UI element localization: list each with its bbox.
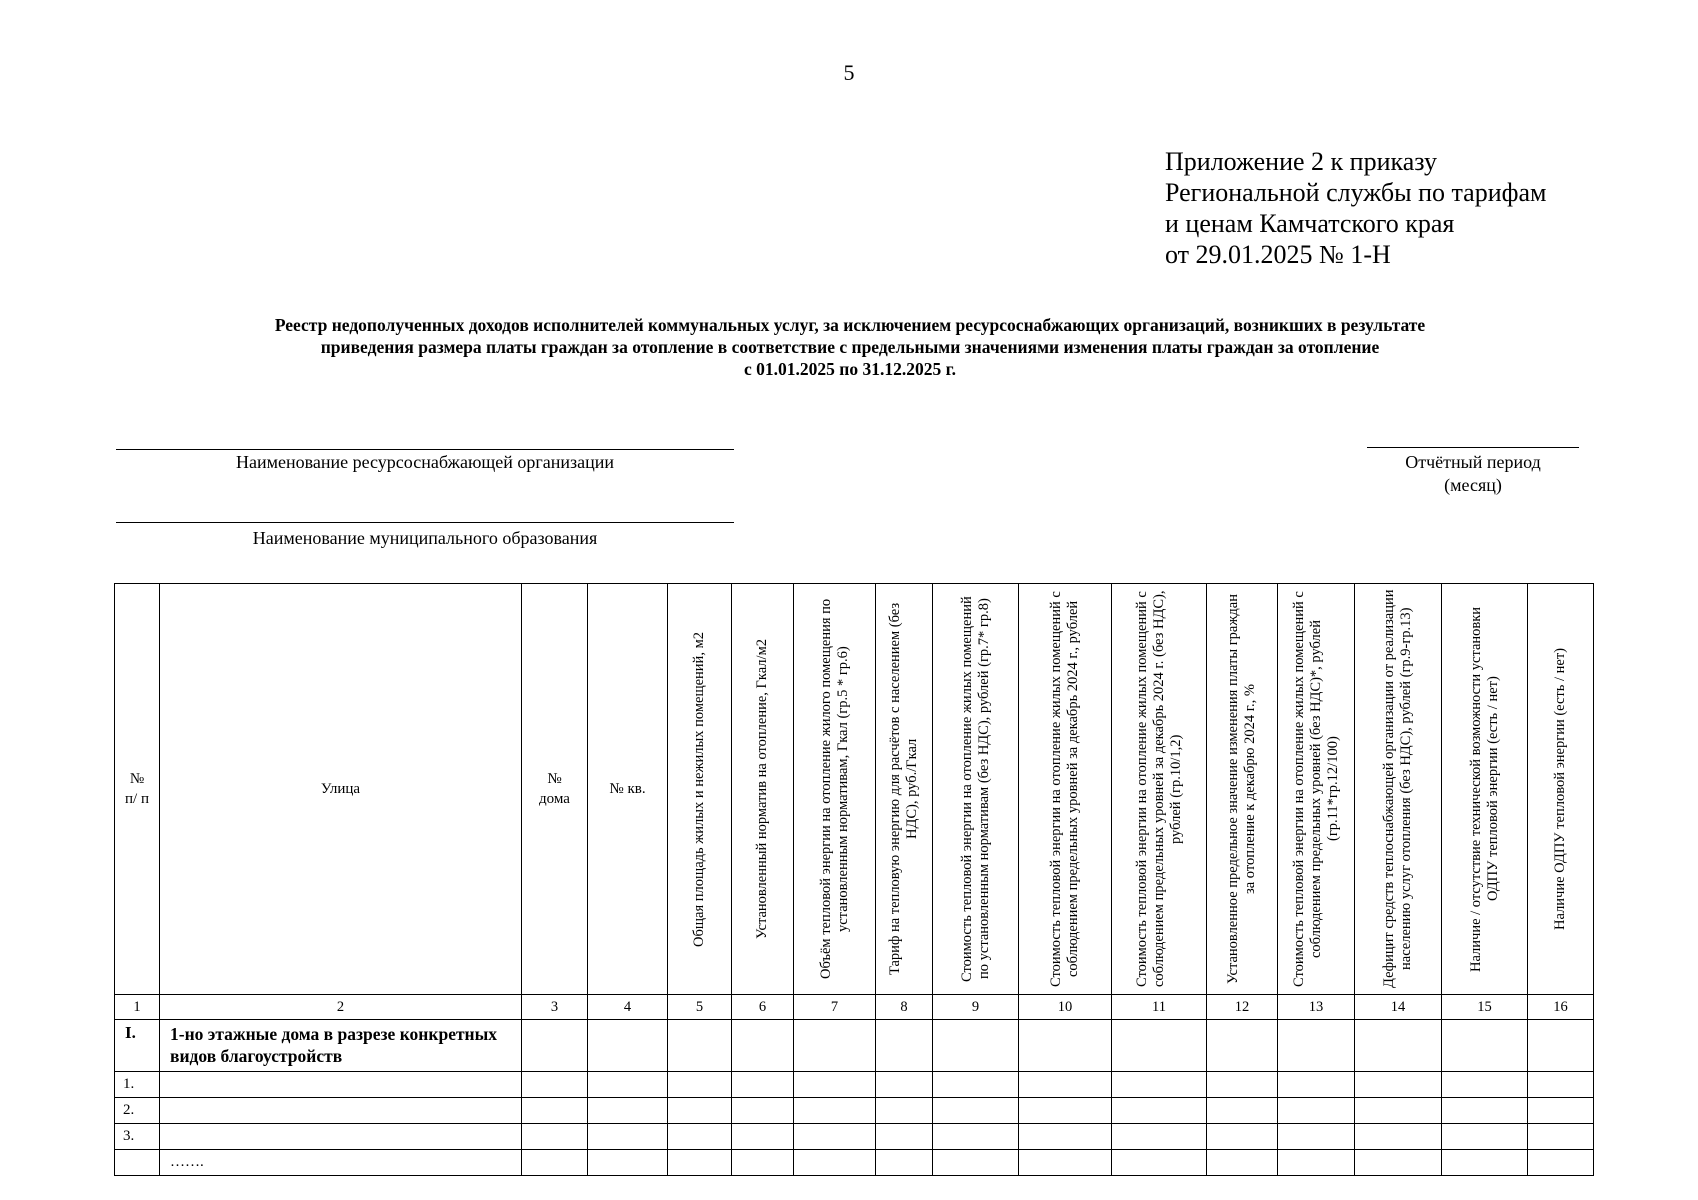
column-number: 10 xyxy=(1019,995,1112,1020)
empty-cell xyxy=(794,1098,876,1124)
empty-cell xyxy=(1207,1098,1278,1124)
empty-cell xyxy=(933,1124,1019,1150)
column-number: 13 xyxy=(1278,995,1355,1020)
empty-cell xyxy=(1112,1098,1207,1124)
empty-cell xyxy=(732,1150,794,1176)
empty-cell xyxy=(1442,1124,1528,1150)
header-cell: № дома xyxy=(522,584,588,995)
empty-cell xyxy=(794,1072,876,1098)
empty-cell xyxy=(1528,1150,1594,1176)
empty-cell xyxy=(1528,1098,1594,1124)
empty-cell xyxy=(1278,1020,1355,1072)
period-caption xyxy=(1367,451,1579,497)
empty-cell xyxy=(1112,1020,1207,1072)
empty-cell xyxy=(1112,1124,1207,1150)
column-number-row xyxy=(115,995,1594,1020)
empty-cell xyxy=(1278,1150,1355,1176)
empty-cell xyxy=(933,1072,1019,1098)
empty-cell xyxy=(160,1098,522,1124)
ellipsis: ……. xyxy=(160,1150,522,1176)
empty-cell xyxy=(1019,1072,1112,1098)
column-number: 5 xyxy=(668,995,732,1020)
empty-cell xyxy=(1528,1020,1594,1072)
header-cell: Тариф на тепловую энергию для расчётов с населением (без НДС), руб./Гкал xyxy=(876,584,933,995)
empty-cell xyxy=(1442,1072,1528,1098)
empty-cell xyxy=(1019,1020,1112,1072)
page-number: 5 xyxy=(843,60,855,85)
header-cell: Улица xyxy=(160,584,522,995)
header-cell: № п/ п xyxy=(115,584,160,995)
empty-cell xyxy=(522,1072,588,1098)
appendix-line-1: Приложение 2 к приказу xyxy=(1165,147,1438,176)
section-title: 1-но этажные дома в разрезе конкретных видов благоустройств xyxy=(160,1020,522,1072)
column-number: 16 xyxy=(1528,995,1594,1020)
empty-cell xyxy=(588,1098,668,1124)
header-cell: Стоимость тепловой энергии на отопление жилых помещений с соблюдением предельных уровней за декабрь 2024 г., рублей xyxy=(1019,584,1112,995)
empty-cell xyxy=(876,1020,933,1072)
header-cell: Наличие / отсутствие технической возможности установки ОДПУ тепловой энергии (есть / нет) xyxy=(1442,584,1528,995)
period-caption-line-2: (месяц) xyxy=(1444,475,1502,495)
column-number: 3 xyxy=(522,995,588,1020)
appendix-line-4: от 29.01.2025 № 1-Н xyxy=(1165,240,1391,269)
column-number: 15 xyxy=(1442,995,1528,1020)
empty-cell xyxy=(933,1098,1019,1124)
empty-cell xyxy=(588,1020,668,1072)
empty-cell xyxy=(876,1072,933,1098)
empty-cell xyxy=(115,1150,160,1176)
header-cell: Установленное предельное значение изменения платы граждан за отопление к декабрю 2024 г., % xyxy=(1207,584,1278,995)
row-number: 1. xyxy=(115,1072,160,1098)
header-row xyxy=(115,584,1594,995)
period-caption-line-1: Отчётный период xyxy=(1405,452,1541,472)
section-number: I. xyxy=(115,1020,160,1072)
title-line-2: приведения размера платы граждан за отопление в соответствие с предельными значениями изменения платы граждан за отопление xyxy=(320,337,1380,357)
empty-cell xyxy=(933,1150,1019,1176)
municipality-caption: Наименование муниципального образования xyxy=(252,528,598,548)
empty-cell xyxy=(588,1072,668,1098)
empty-cell xyxy=(732,1124,794,1150)
header-cell: Общая площадь жилых и нежилых помещений, м2 xyxy=(668,584,732,995)
column-number: 11 xyxy=(1112,995,1207,1020)
empty-cell xyxy=(1207,1020,1278,1072)
empty-cell xyxy=(1207,1124,1278,1150)
empty-cell xyxy=(1207,1150,1278,1176)
empty-cell xyxy=(1355,1150,1442,1176)
empty-cell xyxy=(1528,1124,1594,1150)
column-number: 9 xyxy=(933,995,1019,1020)
empty-cell xyxy=(1355,1098,1442,1124)
empty-cell xyxy=(668,1124,732,1150)
title-line-1: Реестр недополученных доходов исполнителей коммунальных услуг, за исключением ресурсоснабжающих организаций, возникших в результате xyxy=(274,315,1426,335)
municipality-line xyxy=(116,522,734,523)
empty-cell xyxy=(794,1020,876,1072)
appendix-line-2: Региональной службы по тарифам xyxy=(1165,178,1547,207)
document-title xyxy=(100,314,1600,380)
resource-org-caption: Наименование ресурсоснабжающей организации xyxy=(235,452,615,472)
appendix-line-3: и ценам Камчатского края xyxy=(1165,209,1455,238)
empty-cell xyxy=(668,1098,732,1124)
empty-cell xyxy=(1355,1124,1442,1150)
header-cell: № кв. xyxy=(588,584,668,995)
column-number: 14 xyxy=(1355,995,1442,1020)
header-cell: Стоимость тепловой энергии на отопление жилых помещений с соблюдением предельных уровней за декабрь 2024 г. (без НДС), рублей (гр.10/1,2) xyxy=(1112,584,1207,995)
appendix-caption xyxy=(1165,146,1546,270)
empty-cell xyxy=(1019,1124,1112,1150)
header-cell: Установленный норматив на отопление, Гкал/м2 xyxy=(732,584,794,995)
header-cell: Стоимость тепловой энергии на отопление жилых помещений по установленным нормативам (без НДС), рублей (гр.7* гр.8) xyxy=(933,584,1019,995)
empty-cell xyxy=(1019,1150,1112,1176)
empty-cell xyxy=(732,1072,794,1098)
empty-cell xyxy=(1442,1098,1528,1124)
empty-cell xyxy=(1442,1020,1528,1072)
row-number: 2. xyxy=(115,1098,160,1124)
header-cell: Дефицит средств теплоснабжающей организации от реализации населению услуг отопления (без НДС), рублей (гр.9-гр.13) xyxy=(1355,584,1442,995)
table-row xyxy=(115,1098,1594,1124)
empty-cell xyxy=(933,1020,1019,1072)
empty-cell xyxy=(160,1124,522,1150)
registry-table xyxy=(114,583,1594,1176)
empty-cell xyxy=(1207,1072,1278,1098)
empty-cell xyxy=(668,1020,732,1072)
empty-cell xyxy=(522,1098,588,1124)
empty-cell xyxy=(794,1150,876,1176)
empty-cell xyxy=(522,1020,588,1072)
period-line xyxy=(1367,447,1579,448)
column-number: 1 xyxy=(115,995,160,1020)
header-cell: Наличие ОДПУ тепловой энергии (есть / нет) xyxy=(1528,584,1594,995)
empty-cell xyxy=(876,1124,933,1150)
empty-cell xyxy=(1278,1072,1355,1098)
empty-cell xyxy=(732,1020,794,1072)
table-row xyxy=(115,1150,1594,1176)
empty-cell xyxy=(1355,1020,1442,1072)
column-number: 8 xyxy=(876,995,933,1020)
empty-cell xyxy=(1278,1124,1355,1150)
empty-cell xyxy=(1019,1098,1112,1124)
empty-cell xyxy=(668,1150,732,1176)
empty-cell xyxy=(1442,1150,1528,1176)
section-row xyxy=(115,1020,1594,1072)
empty-cell xyxy=(588,1124,668,1150)
empty-cell xyxy=(160,1072,522,1098)
empty-cell xyxy=(794,1124,876,1150)
table-row xyxy=(115,1124,1594,1150)
table-row xyxy=(115,1072,1594,1098)
header-cell: Стоимость тепловой энергии на отопление жилых помещений с соблюдением предельных уровней (без НДС)*, рублей (гр.11*гр.12/100) xyxy=(1278,584,1355,995)
column-number: 7 xyxy=(794,995,876,1020)
empty-cell xyxy=(876,1098,933,1124)
row-number: 3. xyxy=(115,1124,160,1150)
empty-cell xyxy=(732,1098,794,1124)
empty-cell xyxy=(522,1124,588,1150)
empty-cell xyxy=(1528,1072,1594,1098)
header-cell: Объём тепловой энергии на отопление жилого помещения по установленным нормативам, Гкал (гр.5 * гр.6) xyxy=(794,584,876,995)
empty-cell xyxy=(1355,1072,1442,1098)
column-number: 4 xyxy=(588,995,668,1020)
empty-cell xyxy=(1278,1098,1355,1124)
empty-cell xyxy=(522,1150,588,1176)
title-line-3: с 01.01.2025 по 31.12.2025 г. xyxy=(744,359,956,379)
column-number: 6 xyxy=(732,995,794,1020)
empty-cell xyxy=(588,1150,668,1176)
empty-cell xyxy=(668,1072,732,1098)
empty-cell xyxy=(876,1150,933,1176)
column-number: 12 xyxy=(1207,995,1278,1020)
empty-cell xyxy=(1112,1150,1207,1176)
resource-org-line xyxy=(116,449,734,450)
empty-cell xyxy=(1112,1072,1207,1098)
column-number: 2 xyxy=(160,995,522,1020)
